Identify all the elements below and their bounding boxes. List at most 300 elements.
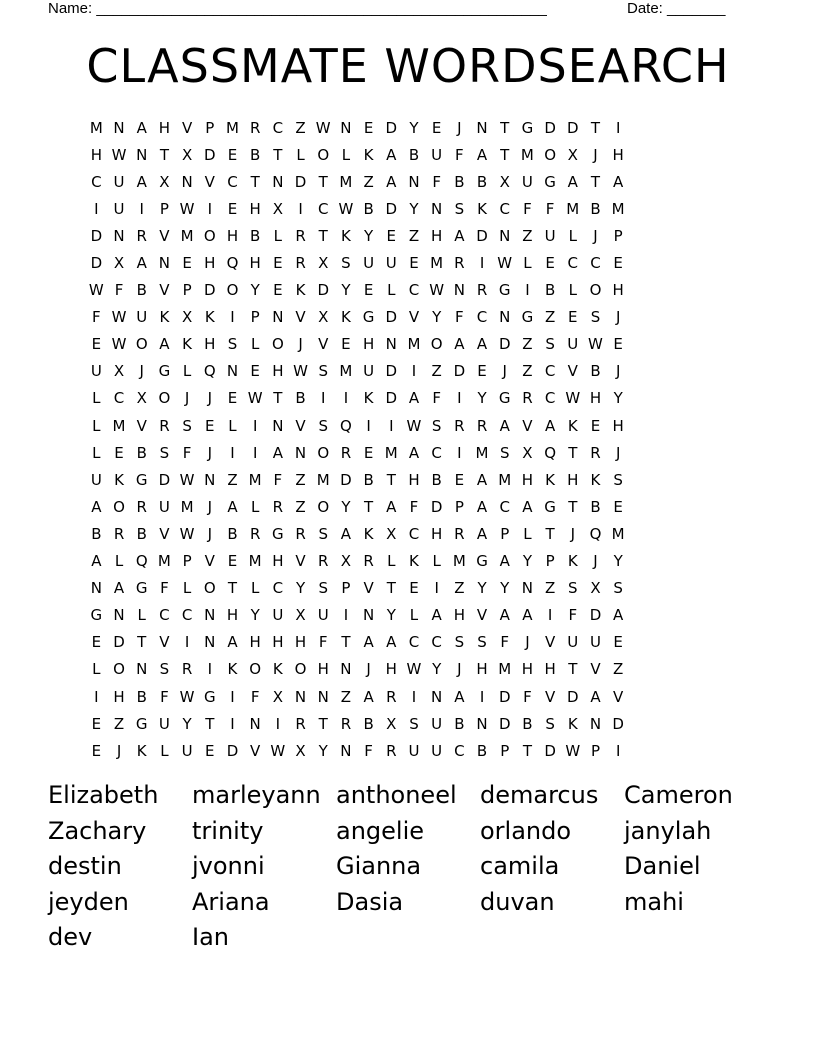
grid-row: [85, 195, 630, 222]
grid-letter: H: [476, 660, 488, 679]
grid-letter: H: [272, 362, 284, 381]
grid-letter: I: [298, 199, 303, 218]
grid-letter: Q: [226, 254, 239, 273]
grid-letter: X: [113, 362, 125, 381]
grid-letter: Y: [250, 606, 260, 625]
grid-letter: C: [431, 443, 442, 462]
letter-grid: [85, 114, 630, 764]
grid-letter: E: [91, 714, 102, 733]
grid-letter: D: [158, 470, 171, 489]
grid-letter: R: [386, 687, 397, 706]
grid-letter: K: [136, 741, 147, 760]
grid-letter: L: [160, 741, 169, 760]
grid-letter: A: [431, 606, 442, 625]
grid-letter: D: [226, 741, 239, 760]
grid-letter: F: [523, 199, 532, 218]
grid-letter: D: [544, 741, 556, 760]
grid-letter: J: [207, 443, 212, 462]
grid-letter: K: [567, 714, 578, 733]
grid-letter: R: [249, 118, 261, 137]
grid-letter: N: [226, 362, 239, 381]
grid-letter: A: [408, 389, 420, 408]
grid-letter: Y: [250, 281, 260, 300]
grid-letter: D: [567, 118, 579, 137]
grid-letter: I: [252, 443, 258, 462]
grid-letter: V: [204, 172, 215, 191]
grid-letter: Q: [340, 416, 352, 435]
grid-letter: K: [590, 470, 601, 489]
grid-letter: F: [318, 633, 328, 652]
grid-letter: J: [615, 443, 621, 462]
grid-letter: T: [318, 714, 328, 733]
grid-letter: X: [386, 714, 397, 733]
grid-letter: R: [340, 443, 352, 462]
grid-letter: X: [113, 254, 125, 273]
grid-letter: F: [114, 281, 124, 300]
grid-letter: E: [409, 579, 419, 598]
grid-letter: R: [340, 714, 352, 733]
grid-letter: P: [205, 118, 215, 137]
grid-letter: H: [272, 552, 284, 571]
grid-letter: Z: [522, 335, 533, 354]
grid-letter: A: [613, 172, 624, 191]
grid-letter: L: [296, 145, 305, 164]
grid-letter: R: [590, 443, 601, 462]
grid-letter: U: [158, 497, 170, 516]
grid-row: [85, 304, 630, 331]
grid-letter: N: [136, 145, 148, 164]
grid-letter: I: [366, 416, 371, 435]
grid-letter: G: [362, 308, 375, 327]
grid-letter: V: [544, 687, 556, 706]
grid-letter: X: [272, 687, 283, 706]
grid-letter: T: [590, 172, 601, 191]
grid-letter: E: [409, 254, 419, 273]
grid-letter: A: [136, 118, 147, 137]
grid-letter: I: [321, 389, 326, 408]
grid-letter: R: [363, 552, 374, 571]
grid-letter: S: [318, 579, 328, 598]
grid-letter: A: [476, 335, 488, 354]
grid-letter: Z: [363, 172, 374, 191]
grid-letter: M: [611, 199, 625, 218]
grid-letter: Q: [203, 362, 216, 381]
grid-letter: R: [318, 552, 329, 571]
grid-letter: E: [250, 362, 260, 381]
grid-letter: N: [204, 470, 216, 489]
grid-letter: E: [205, 416, 215, 435]
grid-letter: A: [476, 145, 488, 164]
grid-letter: S: [159, 443, 170, 462]
grid-letter: A: [522, 497, 533, 516]
grid-letter: Y: [364, 226, 374, 245]
grid-letter: W: [565, 389, 581, 408]
grid-letter: B: [476, 172, 488, 191]
grid-letter: G: [498, 389, 511, 408]
grid-letter: U: [113, 172, 125, 191]
grid-letter: R: [454, 416, 465, 435]
grid-letter: C: [567, 254, 579, 273]
grid-letter: T: [522, 741, 532, 760]
grid-letter: H: [204, 335, 216, 354]
grid-letter: I: [525, 281, 530, 300]
grid-letter: D: [453, 362, 466, 381]
grid-letter: S: [227, 335, 238, 354]
word-list-item: dev: [48, 923, 93, 951]
grid-letter: H: [521, 660, 534, 679]
grid-letter: B: [363, 714, 374, 733]
grid-letter: V: [136, 416, 147, 435]
grid-letter: W: [406, 416, 422, 435]
grid-letter: X: [159, 172, 170, 191]
grid-letter: C: [454, 741, 465, 760]
grid-letter: D: [430, 497, 443, 516]
grid-letter: Y: [522, 552, 532, 571]
grid-letter: X: [181, 308, 193, 327]
grid-letter: X: [567, 145, 578, 164]
grid-letter: W: [565, 741, 581, 760]
grid-letter: T: [227, 579, 238, 598]
grid-letter: I: [207, 660, 212, 679]
grid-letter: L: [432, 552, 441, 571]
grid-letter: W: [88, 281, 104, 300]
grid-letter: B: [250, 145, 261, 164]
grid-row: [85, 439, 630, 466]
grid-letter: W: [293, 362, 308, 381]
grid-letter: M: [180, 226, 194, 245]
grid-letter: N: [272, 308, 284, 327]
grid-letter: A: [408, 443, 420, 462]
grid-letter: B: [363, 199, 374, 218]
grid-letter: D: [385, 362, 398, 381]
grid-letter: N: [90, 579, 102, 598]
grid-letter: R: [454, 524, 465, 543]
grid-letter: E: [363, 281, 374, 300]
grid-letter: B: [454, 714, 465, 733]
grid-letter: O: [430, 335, 443, 354]
grid-letter: R: [181, 660, 193, 679]
grid-letter: N: [340, 660, 352, 679]
grid-row: [85, 629, 630, 656]
grid-letter: P: [454, 497, 464, 516]
grid-letter: N: [499, 226, 511, 245]
grid-letter: F: [500, 633, 510, 652]
grid-letter: D: [385, 199, 398, 218]
grid-letter: H: [408, 470, 420, 489]
grid-letter: N: [476, 714, 488, 733]
grid-letter: D: [340, 470, 352, 489]
grid-letter: E: [613, 633, 623, 652]
grid-letter: F: [160, 579, 169, 598]
grid-letter: T: [386, 470, 396, 489]
grid-letter: B: [91, 524, 102, 543]
grid-letter: O: [271, 335, 284, 354]
grid-letter: E: [613, 335, 623, 354]
grid-letter: Y: [318, 741, 328, 760]
grid-letter: N: [431, 687, 443, 706]
grid-letter: S: [159, 660, 170, 679]
grid-row: [85, 385, 630, 412]
grid-letter: L: [568, 226, 577, 245]
grid-letter: E: [205, 741, 215, 760]
grid-letter: T: [568, 660, 578, 679]
grid-letter: H: [272, 633, 284, 652]
grid-letter: V: [318, 335, 329, 354]
grid-letter: D: [498, 687, 511, 706]
grid-letter: H: [544, 660, 556, 679]
grid-letter: R: [249, 524, 261, 543]
grid-letter: E: [273, 281, 283, 300]
grid-letter: W: [179, 687, 195, 706]
grid-letter: B: [136, 281, 147, 300]
grid-letter: M: [566, 199, 580, 218]
grid-letter: B: [136, 443, 147, 462]
grid-letter: I: [94, 199, 99, 218]
grid-letter: W: [111, 308, 127, 327]
grid-letter: Z: [544, 308, 556, 327]
grid-letter: K: [340, 226, 351, 245]
grid-letter: R: [159, 416, 170, 435]
grid-letter: W: [247, 389, 263, 408]
grid-letter: M: [611, 524, 625, 543]
grid-letter: V: [544, 633, 556, 652]
grid-letter: S: [590, 308, 601, 327]
grid-letter: L: [92, 443, 101, 462]
word-list-item: Dasia: [336, 887, 404, 916]
grid-letter: R: [136, 226, 147, 245]
grid-letter: P: [500, 741, 510, 760]
grid-letter: R: [476, 281, 488, 300]
grid-letter: T: [568, 443, 578, 462]
grid-letter: H: [612, 281, 624, 300]
grid-letter: K: [159, 308, 170, 327]
grid-letter: A: [91, 497, 102, 516]
grid-letter: C: [227, 172, 238, 191]
grid-letter: R: [454, 254, 465, 273]
grid-letter: W: [179, 524, 195, 543]
grid-letter: Z: [113, 714, 125, 733]
grid-letter: J: [298, 335, 303, 354]
grid-letter: Y: [613, 389, 623, 408]
grid-letter: F: [455, 145, 464, 164]
grid-letter: H: [226, 606, 239, 625]
grid-letter: O: [203, 226, 216, 245]
grid-letter: E: [227, 389, 238, 408]
grid-letter: I: [547, 606, 553, 625]
grid-letter: U: [363, 254, 375, 273]
grid-letter: M: [225, 118, 239, 137]
grid-letter: F: [364, 741, 373, 760]
grid-row: [85, 602, 630, 629]
grid-letter: L: [228, 416, 237, 435]
grid-letter: J: [184, 389, 190, 408]
grid-letter: L: [92, 416, 101, 435]
grid-letter: W: [588, 335, 603, 354]
grid-letter: N: [499, 308, 511, 327]
grid-letter: N: [113, 606, 125, 625]
grid-letter: H: [294, 633, 307, 652]
grid-letter: O: [226, 281, 239, 300]
grid-letter: M: [430, 254, 444, 273]
grid-letter: J: [457, 118, 462, 137]
grid-letter: S: [613, 470, 623, 489]
grid-letter: G: [135, 714, 148, 733]
grid-letter: D: [498, 335, 511, 354]
grid-letter: Z: [295, 497, 306, 516]
grid-letter: A: [613, 606, 624, 625]
grid-letter: D: [294, 172, 307, 191]
grid-letter: J: [366, 660, 371, 679]
grid-letter: D: [589, 606, 602, 625]
grid-letter: U: [158, 714, 170, 733]
grid-letter: M: [157, 552, 171, 571]
grid-letter: P: [182, 552, 192, 571]
grid-letter: C: [272, 118, 284, 137]
grid-letter: K: [340, 308, 351, 327]
grid-letter: N: [453, 281, 465, 300]
grid-letter: V: [295, 416, 306, 435]
grid-letter: G: [158, 362, 171, 381]
grid-letter: H: [204, 254, 216, 273]
grid-letter: A: [159, 335, 170, 354]
grid-letter: B: [454, 172, 465, 191]
grid-letter: H: [317, 660, 329, 679]
grid-letter: D: [567, 687, 579, 706]
grid-letter: T: [590, 118, 601, 137]
grid-letter: U: [181, 741, 193, 760]
grid-letter: I: [434, 579, 439, 598]
grid-letter: K: [363, 145, 374, 164]
grid-letter: H: [431, 524, 443, 543]
grid-letter: R: [295, 254, 306, 273]
grid-letter: X: [318, 254, 329, 273]
grid-letter: Y: [341, 497, 351, 516]
word-list-item: jvonni: [192, 852, 265, 880]
grid-letter: E: [91, 741, 102, 760]
grid-letter: K: [114, 470, 124, 489]
grid-letter: C: [499, 497, 510, 516]
grid-letter: V: [408, 308, 420, 327]
grid-letter: D: [385, 389, 398, 408]
grid-letter: S: [545, 714, 555, 733]
grid-letter: I: [230, 687, 235, 706]
grid-letter: Z: [408, 226, 420, 245]
grid-letter: Z: [522, 362, 533, 381]
grid-letter: K: [204, 308, 215, 327]
grid-letter: U: [431, 145, 443, 164]
word-list-item: Zachary: [48, 816, 147, 845]
grid-letter: K: [182, 335, 193, 354]
grid-letter: U: [544, 226, 556, 245]
grid-letter: B: [590, 362, 601, 381]
grid-letter: W: [429, 281, 445, 300]
grid-letter: U: [385, 254, 397, 273]
grid-letter: P: [590, 741, 600, 760]
grid-letter: J: [139, 362, 144, 381]
grid-letter: T: [318, 172, 328, 191]
grid-row: [85, 168, 630, 195]
grid-letter: S: [568, 579, 578, 598]
grid-letter: K: [409, 552, 419, 571]
grid-letter: E: [227, 199, 238, 218]
grid-letter: N: [317, 687, 329, 706]
grid-letter: C: [113, 389, 125, 408]
grid-letter: E: [341, 335, 351, 354]
grid-letter: J: [593, 226, 598, 245]
grid-letter: X: [136, 389, 147, 408]
word-list-item: destin: [48, 852, 122, 880]
grid-letter: T: [137, 633, 147, 652]
grid-letter: C: [431, 633, 442, 652]
grid-letter: R: [476, 416, 488, 435]
grid-letter: I: [479, 687, 485, 706]
grid-letter: N: [521, 579, 534, 598]
grid-letter: B: [363, 470, 374, 489]
grid-letter: P: [545, 552, 555, 571]
grid-row: [85, 249, 630, 276]
grid-letter: N: [204, 633, 216, 652]
grid-letter: L: [250, 497, 260, 516]
date-field-line: Date: _______: [627, 0, 726, 17]
grid-letter: N: [431, 199, 443, 218]
grid-letter: F: [409, 497, 419, 516]
grid-letter: N: [158, 254, 171, 273]
grid-letter: K: [545, 470, 556, 489]
grid-letter: W: [338, 199, 354, 218]
grid-letter: V: [363, 579, 374, 598]
grid-letter: L: [250, 335, 260, 354]
grid-letter: W: [111, 145, 127, 164]
grid-letter: K: [295, 281, 306, 300]
grid-letter: U: [521, 172, 533, 191]
grid-letter: J: [207, 389, 212, 408]
grid-letter: N: [204, 606, 216, 625]
grid-letter: C: [408, 281, 420, 300]
grid-letter: U: [90, 470, 102, 489]
grid-letter: C: [544, 389, 556, 408]
grid-letter: E: [363, 443, 374, 462]
grid-letter: H: [521, 470, 534, 489]
grid-letter: R: [295, 226, 306, 245]
grid-letter: L: [409, 606, 419, 625]
grid-letter: Z: [295, 470, 306, 489]
grid-letter: E: [227, 145, 238, 164]
grid-letter: O: [135, 335, 148, 354]
grid-letter: A: [590, 687, 601, 706]
page-title: CLASSMATE WORDSEARCH: [86, 39, 730, 93]
grid-letter: J: [615, 362, 621, 381]
grid-letter: C: [590, 254, 601, 273]
grid-letter: B: [590, 497, 601, 516]
grid-letter: Z: [431, 362, 442, 381]
grid-letter: A: [227, 497, 238, 516]
grid-letter: D: [476, 226, 488, 245]
grid-letter: A: [386, 497, 397, 516]
grid-letter: L: [92, 389, 101, 408]
grid-letter: A: [522, 606, 533, 625]
grid-letter: A: [91, 552, 102, 571]
grid-letter: O: [544, 145, 556, 164]
word-list-item: Cameron: [624, 781, 733, 809]
grid-row: [85, 520, 630, 547]
grid-row: [85, 222, 630, 249]
grid-letter: N: [294, 443, 307, 462]
grid-letter: Y: [500, 579, 510, 598]
grid-letter: E: [114, 443, 124, 462]
grid-letter: R: [295, 524, 306, 543]
grid-letter: X: [340, 552, 352, 571]
grid-row: [85, 737, 630, 764]
